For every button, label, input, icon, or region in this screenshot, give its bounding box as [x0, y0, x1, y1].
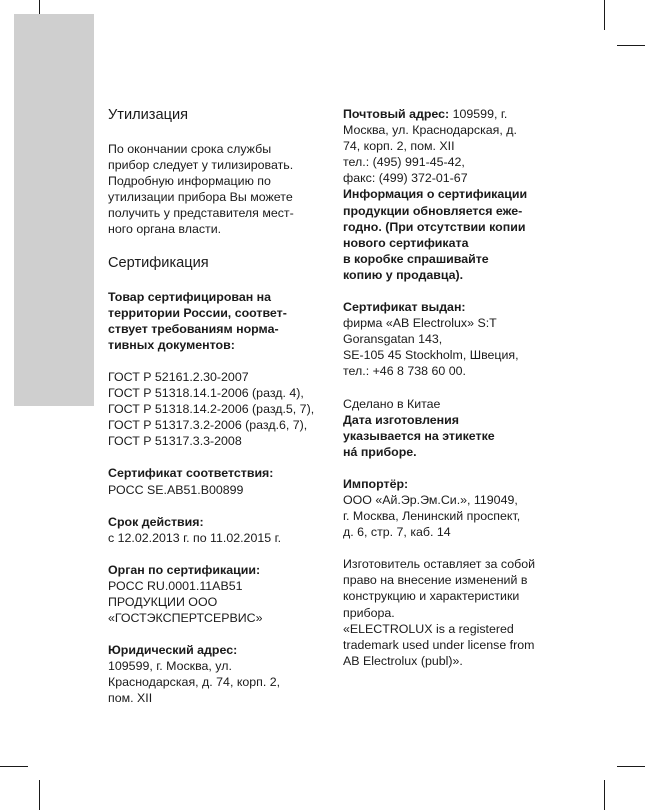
crop-mark-top-right-horizontal	[617, 45, 645, 46]
conformity-value: РОСС SE.АВ51.В00899	[108, 482, 244, 497]
legal-address-value: 109599, г. Москва, ул. Краснодарская, д. 74, корп. 2, пом. XII	[108, 659, 281, 706]
conformity-label: Сертификат соответствия:	[108, 466, 274, 481]
manufacturer-notice: Изготовитель оставляет за собой право на внесение изменений в конструкцию и характеристики прибора.	[343, 557, 536, 620]
crop-mark-bottom-right-vertical	[604, 780, 605, 810]
standard-item: ГОСТ Р 51318.14.2-2006 (разд.5, 7),	[108, 402, 315, 417]
postal-address-label: Почтовый адрес:	[343, 107, 450, 121]
left-column	[108, 106, 323, 707]
certification-heading: Сертификация	[108, 254, 209, 271]
right-column	[343, 106, 563, 669]
phone-number: тел.: (495) 991-45-42,	[343, 155, 465, 170]
postal-address-value: 109599, г. Москва, ул. Краснодарская, д. 74, корп. 2, пом. XII	[343, 107, 517, 154]
crop-mark-bottom-left-vertical	[39, 780, 40, 810]
legal-address-label: Юридический адрес:	[108, 643, 238, 658]
validity-value: с 12.02.2013 г. по 11.02.2015 г.	[108, 530, 282, 545]
importer-value: ООО «Ай.Эр.Эм.Си.», 119049, г. Москва, Ленинский проспект, д. 6, стр. 7, каб. 14	[343, 492, 521, 540]
issued-by-value: фирма «AB Electrolux» S:T Goransgatan 143, SE-105 45 Stockholm, Швеция, тел.: +46 8 738 60 00.	[343, 316, 519, 379]
validity-label: Срок действия:	[108, 514, 204, 529]
issued-by-label: Сертификат выдан:	[343, 300, 466, 315]
crop-mark-top-right-vertical	[604, 0, 605, 30]
standards-list	[108, 369, 323, 449]
made-in: Сделано в Китае	[343, 396, 441, 411]
fax-number: факс: (499) 372-01-67	[343, 171, 468, 186]
crop-mark-bottom-left-horizontal	[0, 766, 28, 767]
certification-statement: Товар сертифицирован на территории России, соответ- ствует требованиям норма- тивных документов:	[108, 289, 287, 352]
cert-body-label: Орган по сертификации:	[108, 562, 261, 577]
cert-body-value: РОСС RU.0001.11АВ51 ПРОДУКЦИИ ООО «ГОСТЭКСПЕРТСЕРВИС»	[108, 578, 263, 626]
standard-item: ГОСТ Р 52161.2.30-2007	[108, 369, 249, 384]
side-grey-band	[14, 14, 94, 406]
importer-label: Импортёр:	[343, 476, 409, 491]
disposal-heading: Утилизация	[108, 107, 188, 123]
postal-address	[343, 106, 563, 154]
standard-item: ГОСТ Р 51317.3.2-2006 (разд.6, 7),	[108, 418, 308, 433]
crop-mark-bottom-right-horizontal	[617, 766, 645, 767]
disposal-text: По окончании срока службы прибор следует у тилизировать. Подробную информацию по утилизации прибора Вы можете получить у представителя мест- ного органа власти.	[108, 142, 294, 237]
certification-update-notice: Информация о сертификации продукции обновляется еже- годно. (При отсутствии копии нового сертификата в коробке спрашивайте копию у продавца).	[343, 187, 528, 282]
manufacture-date-notice: Дата изготовления указывается на этикетке нá приборе.	[343, 412, 495, 459]
standard-item: ГОСТ Р 51317.3.3-2008	[108, 434, 242, 449]
trademark-notice: «ELECTROLUX is a registered trademark used under license from AB Electrolux (publ)».	[343, 621, 535, 668]
standard-item: ГОСТ Р 51318.14.1-2006 (разд. 4),	[108, 386, 304, 401]
